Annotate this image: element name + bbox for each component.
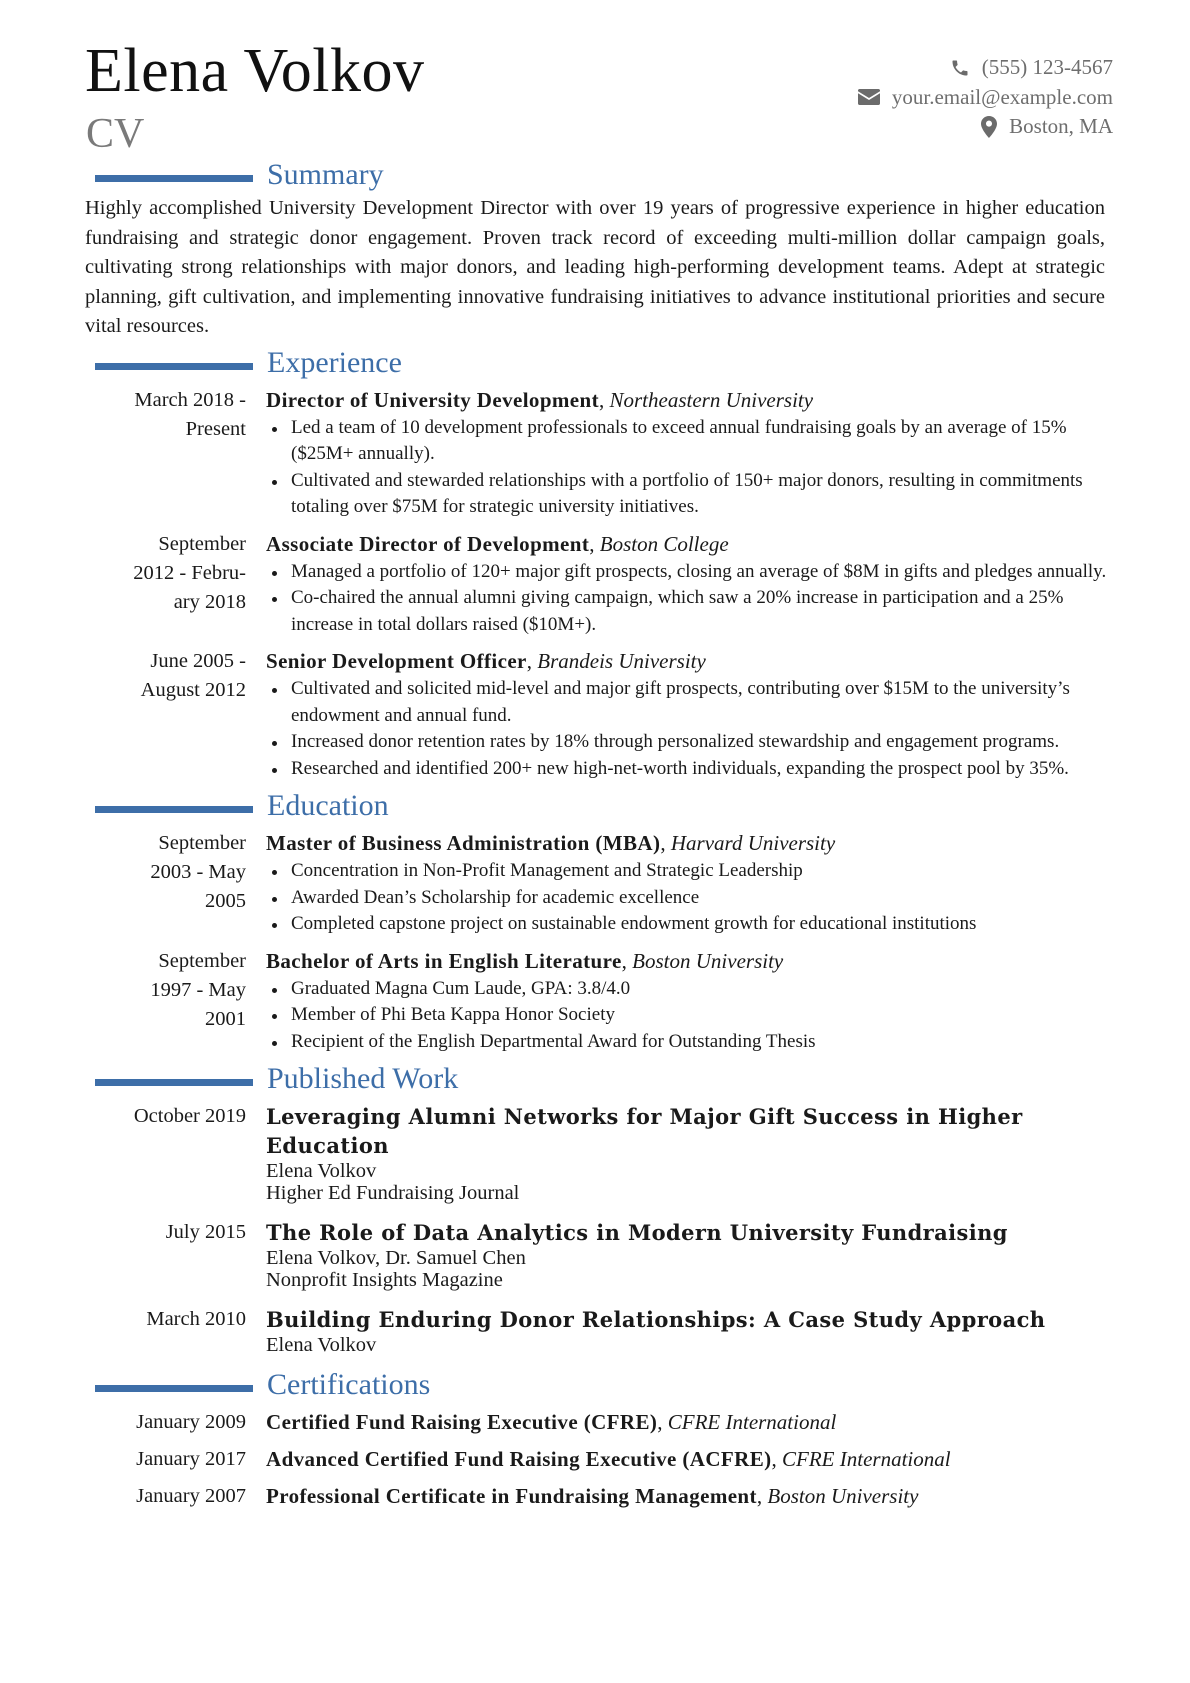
section-title: Experience [267, 345, 402, 379]
school: Boston University [632, 948, 784, 973]
entry-date: July 2015 [165, 1221, 246, 1243]
job-title: Senior Development Officer [266, 649, 527, 673]
publication-authors: Elena Volkov, Dr. Samuel Chen [266, 1247, 526, 1269]
experience-entry: March 2018 - Present Director of University Development, Northeastern University Led a team of 10 development professionals to exceed annual fundraising goals by an average of 15% ($25M+ annually). Cultivated and stewarded relationships with a portfolio of 150+ major donors, resulting in commitments totaling over $75M for strategic university initiatives. [85, 386, 1113, 521]
publication-venue: Nonprofit Insights Magazine [266, 1269, 503, 1291]
section-title: Education [267, 789, 389, 822]
location-text: Boston, MA [1009, 114, 1113, 138]
entry-date: October 2019 [133, 1105, 246, 1127]
section-publications-heading [85, 1064, 1113, 1102]
education-entry: September 1997 - May 2001 Bachelor of Arts in English Literature, Boston University Graduated Magna Cum Laude, GPA: 3.8/4.0 Member of Phi Beta Kappa Honor Society Recipient of the English Departmental Award for Outstanding Thesis [85, 947, 1113, 1056]
bullet-item: Led a team of 10 development professionals to exceed annual fundraising goals by an average of 15% ($25M+ annually). [266, 415, 1113, 468]
certification-name: Certified Fund Raising Executive (CFRE) [266, 1410, 658, 1434]
bullet-item: Cultivated and solicited mid-level and major gift prospects, contributing over $15M to the university’s endowment and annual fund. [266, 676, 1113, 729]
section-certifications-heading [85, 1370, 1113, 1408]
certification-name: Professional Certificate in Fundraising Management [266, 1484, 757, 1508]
summary-text: Highly accomplished University Development Director with over 19 years of progressive experience in higher education fundraising and strategic donor engagement. Proven track record of exceeding multi-million dollar campaign goals, cultivating strong relationships with major donors, and leading high-performing development teams. Adept at strategic planning, gift cultivation, and implementing innovative fundraising initiatives to advance institutional priorities and secure vital resources. [85, 197, 1105, 337]
section-divider-bar [95, 363, 253, 370]
certification-entry: January 2009 Certified Fund Raising Executive (CFRE), CFRE International [85, 1408, 1113, 1437]
section-divider-bar [95, 175, 253, 182]
contact-phone [858, 53, 1113, 83]
bullet-item: Managed a portfolio of 120+ major gift prospects, closing an average of $8M in gifts and pledges annually. [266, 559, 1113, 586]
employer: Boston College [599, 531, 729, 556]
education-entry: September 2003 - May 2005 Master of Business Administration (MBA), Harvard University Concentration in Non-Profit Management and Strategic Leadership Awarded Dean’s Scholarship for academic excellence Completed capstone project on sustainable endowment growth for educational institutions [85, 829, 1113, 938]
contact-email [858, 83, 1113, 113]
section-experience-heading [85, 345, 1113, 386]
entry-date: September 1997 - May 2001 [150, 949, 246, 1030]
bullet-item: Concentration in Non-Profit Management and Strategic Leadership [266, 858, 1113, 885]
cv-header [85, 0, 1113, 160]
bullet-item: Cultivated and stewarded relationships with a portfolio of 150+ major donors, resulting in commitments totaling over $75M for strategic university initiatives. [266, 468, 1113, 521]
bullet-item: Graduated Magna Cum Laude, GPA: 3.8/4.0 [266, 976, 1113, 1003]
phone-number[interactable]: (555) 123-4567 [981, 55, 1113, 79]
envelope-icon [858, 89, 880, 105]
section-title: Published Work [267, 1062, 459, 1095]
section-divider-bar [95, 1385, 253, 1392]
document-subtitle: CV [86, 111, 145, 157]
certification-issuer: CFRE International [667, 1410, 837, 1434]
publication-title: Leveraging Alumni Networks for Major Gift Success in Higher Education [266, 1104, 1023, 1158]
entry-date: January 2017 [136, 1448, 246, 1470]
section-education-heading [85, 791, 1113, 829]
publication-title: Building Enduring Donor Relationships: A Case Study Approach [266, 1307, 1046, 1332]
entry-date: March 2018 - Present [134, 388, 246, 440]
entry-date: March 2010 [146, 1308, 246, 1330]
section-title: Certifications [267, 1368, 431, 1401]
email-address[interactable]: your.email@example.com [891, 84, 1113, 109]
bullet-item: Recipient of the English Departmental Award for Outstanding Thesis [266, 1029, 1113, 1056]
entry-date: September 2012 - Febru- ary 2018 [133, 532, 246, 613]
bullet-item: Researched and identified 200+ new high-net-worth individuals, expanding the prospect pool by 35%. [266, 756, 1113, 783]
bullet-item: Increased donor retention rates by 18% through personalized stewardship and engagement programs. [266, 729, 1113, 756]
job-title: Director of University Development [266, 387, 599, 412]
employer: Brandeis University [537, 649, 706, 673]
publication-authors: Elena Volkov [266, 1160, 377, 1182]
employer: Northeastern University [609, 387, 814, 412]
certification-issuer: Boston University [767, 1484, 919, 1508]
publication-entry [85, 1305, 1113, 1356]
contact-info [858, 53, 1113, 142]
bullet-item: Co-chaired the annual alumni giving campaign, which saw a 20% increase in participation and a 25% increase in total dollars raised ($10M+). [266, 585, 1113, 638]
entry-date: January 2007 [136, 1485, 246, 1507]
section-summary-heading [85, 160, 1113, 198]
experience-entry: September 2012 - Febru- ary 2018 Associate Director of Development, Boston College Managed a portfolio of 120+ major gift prospects, closing an average of $8M in gifts and pledges annually. Co-chaired the annual alumni giving campaign, which saw a 20% increase in participation and a 25% increase in total dollars raised ($10M+). [85, 530, 1113, 639]
publication-authors: Elena Volkov [266, 1334, 377, 1356]
publication-entry [85, 1218, 1113, 1291]
experience-entry: June 2005 - August 2012 Senior Development Officer, Brandeis University Cultivated and solicited mid-level and major gift prospects, contributing over $15M to the university’s endowment and annual fund. Increased donor retention rates by 18% through personalized stewardship and engagement programs. Researched and identified 200+ new high-net-worth individuals, expanding the prospect pool by 35%. [85, 647, 1113, 782]
degree: Master of Business Administration (MBA) [266, 831, 661, 855]
publication-entry [85, 1102, 1113, 1204]
degree: Bachelor of Arts in English Literature [266, 948, 622, 973]
bullet-item: Completed capstone project on sustainable endowment growth for educational institutions [266, 911, 1113, 938]
job-title: Associate Director of Development [266, 531, 590, 556]
publication-title: The Role of Data Analytics in Modern University Fundraising [266, 1220, 1008, 1245]
entry-date: September 2003 - May 2005 [150, 832, 246, 912]
section-title: Summary [267, 158, 384, 191]
entry-date: June 2005 - August 2012 [140, 650, 246, 701]
phone-icon [950, 58, 970, 78]
publication-venue: Higher Ed Fundraising Journal [266, 1182, 520, 1204]
certification-entry: January 2007 Professional Certificate in Fundraising Management, Boston University [85, 1482, 1113, 1511]
certification-issuer: CFRE International [782, 1447, 951, 1471]
section-divider-bar [95, 1079, 253, 1086]
certification-entry: January 2017 Advanced Certified Fund Raising Executive (ACFRE), CFRE International [85, 1445, 1113, 1474]
contact-location [858, 112, 1113, 142]
entry-date: January 2009 [136, 1411, 246, 1433]
cv-page [85, 0, 1113, 1519]
school: Harvard University [670, 831, 836, 855]
map-marker-icon [981, 116, 997, 138]
bullet-item: Member of Phi Beta Kappa Honor Society [266, 1002, 1113, 1029]
bullet-item: Awarded Dean’s Scholarship for academic excellence [266, 885, 1113, 912]
section-divider-bar [95, 806, 253, 813]
person-name: Elena Volkov [85, 37, 425, 105]
certification-name: Advanced Certified Fund Raising Executive (ACFRE) [266, 1447, 772, 1471]
